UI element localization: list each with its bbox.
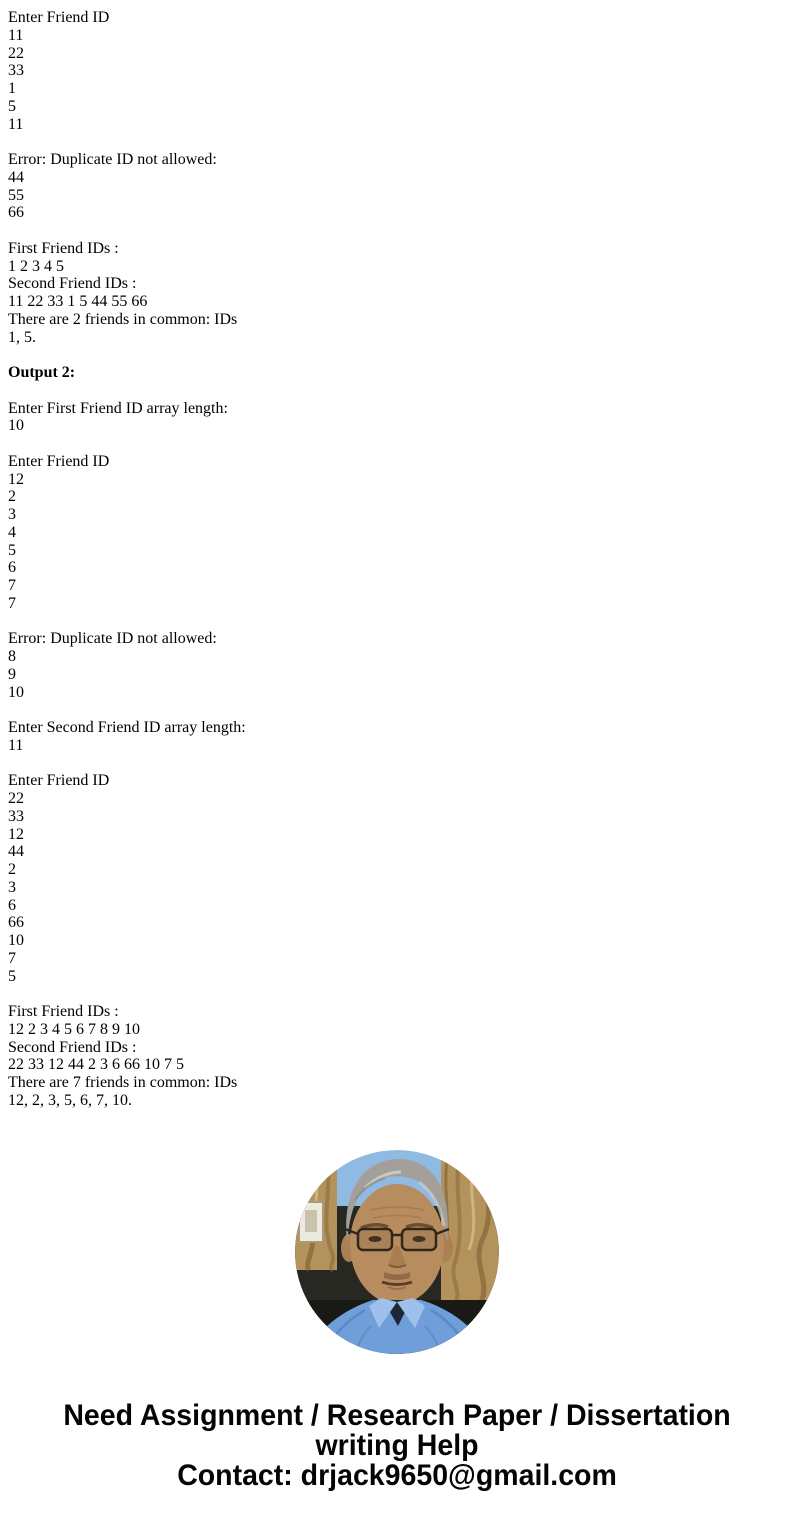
footer-line: Contact: drjack9650@gmail.com <box>177 1458 617 1492</box>
console-line: 33 <box>8 807 24 825</box>
console-line <box>8 346 786 364</box>
footer-text <box>20 1398 774 1492</box>
console-line: 10 <box>8 417 24 435</box>
console-line: 44 <box>8 843 24 861</box>
console-line: 10 <box>8 932 24 949</box>
console-line: Enter Second Friend ID array length: <box>8 719 246 736</box>
console-line: 5 <box>8 97 16 115</box>
console-line: There are 7 friends in common: IDs <box>8 1074 238 1091</box>
console-line: 2 <box>8 488 16 506</box>
footer-line: Need Assignment / Research Paper / Dissertation <box>63 1398 731 1432</box>
photo-right-curtain <box>441 1150 499 1302</box>
console-line: Second Friend IDs : <box>8 1038 137 1056</box>
console-line: Error: Duplicate ID not allowed: <box>8 151 217 168</box>
console-line <box>8 701 786 719</box>
console-line: 6 <box>8 896 16 914</box>
console-line: 11 22 33 1 5 44 55 66 <box>8 293 148 310</box>
console-line: 12, 2, 3, 5, 6, 7, 10. <box>8 1091 132 1109</box>
console-line: 11 <box>8 115 24 133</box>
console-line: 22 <box>8 790 24 807</box>
profile-photo <box>295 1150 499 1354</box>
console-line: 7 <box>8 949 16 967</box>
console-line: 55 <box>8 186 24 204</box>
console-line: 12 <box>8 470 24 488</box>
console-line: 8 <box>8 648 16 665</box>
console-line: Enter Friend ID <box>8 772 110 790</box>
console-line <box>8 613 786 631</box>
console-line: 12 2 3 4 5 6 7 8 9 10 <box>8 1020 140 1038</box>
console-line: 7 <box>8 577 16 594</box>
console-line: First Friend IDs : <box>8 239 119 257</box>
console-line: Second Friend IDs : <box>8 275 137 293</box>
console-line: 1 2 3 4 5 <box>8 257 64 275</box>
console-line: 1 <box>8 80 16 97</box>
footer-line: writing Help <box>315 1428 479 1462</box>
console-line <box>8 382 786 400</box>
console-line: 5 <box>8 967 16 985</box>
console-line: 5 <box>8 541 16 559</box>
console-line: Enter Friend ID <box>8 452 110 470</box>
console-line: 6 <box>8 559 16 577</box>
console-line: Enter Friend ID <box>8 9 110 26</box>
console-line: 3 <box>8 506 16 523</box>
console-line: 9 <box>8 665 16 683</box>
console-line: First Friend IDs : <box>8 1003 119 1020</box>
console-line <box>8 985 786 1003</box>
console-line: 66 <box>8 914 24 932</box>
console-line: 2 <box>8 861 16 878</box>
console-line: 4 <box>8 523 16 541</box>
console-line: 66 <box>8 204 24 222</box>
console-line <box>8 133 786 151</box>
console-line: 10 <box>8 683 24 701</box>
console-line: 12 <box>8 825 24 843</box>
console-line: 7 <box>8 594 16 612</box>
console-line: 22 33 12 44 2 3 6 66 10 7 5 <box>8 1056 184 1074</box>
console-line: 3 <box>8 878 16 896</box>
console-line: 44 <box>8 168 24 186</box>
console-line: 11 <box>8 26 24 44</box>
console-line <box>8 755 786 773</box>
console-line: 1, 5. <box>8 328 36 346</box>
console-line: Error: Duplicate ID not allowed: <box>8 630 217 648</box>
console-line: 33 <box>8 62 24 80</box>
console-line <box>8 222 786 240</box>
console-line: There are 2 friends in common: IDs <box>8 310 238 328</box>
console-line: 11 <box>8 736 24 754</box>
console-line: Output 2: <box>8 364 76 381</box>
console-line: 22 <box>8 44 24 62</box>
profile-photo-wrap <box>0 1150 794 1354</box>
console-line: Enter First Friend ID array length: <box>8 399 228 417</box>
console-line <box>8 435 786 453</box>
